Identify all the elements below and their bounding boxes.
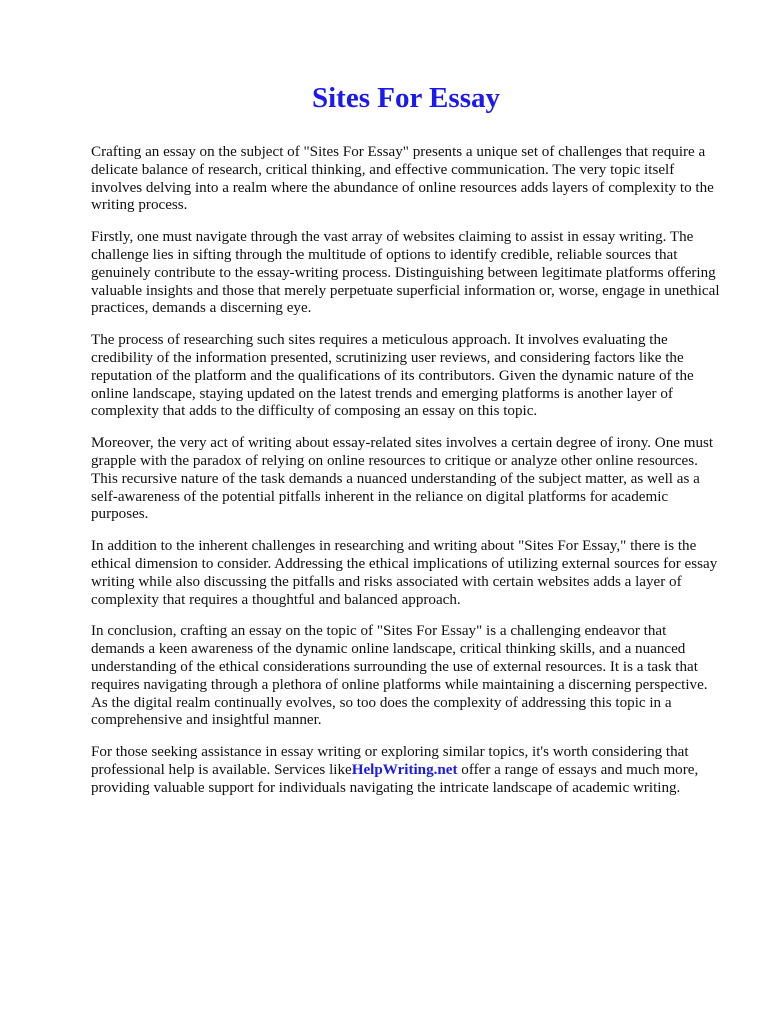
paragraph-3: The process of researching such sites requires a meticulous approach. It involves evaluating the credibility of the information presented, scrutinizing user reviews, and considering factors like the reputation of the platform and the qualifications of its contributors. Given the dynamic nature of the online landscape, staying updated on the latest trends and emerging platforms is another layer of complexity that adds to the difficulty of composing an essay on this topic. <box>91 332 694 420</box>
paragraph-4: Moreover, the very act of writing about essay-related sites involves a certain degree of irony. One must grapple with the paradox of relying on online resources to critique or analyze other online resources. This recursive nature of the task demands a nuanced understanding of the subject matter, as well as a self-awareness of the potential pitfalls inherent in the reliance on digital platforms for academic purposes. <box>91 435 714 523</box>
closing-text-before-link: For those seeking assistance in essay writing or exploring similar topics, it's worth considering that professional help is available. Services like <box>91 744 689 778</box>
closing-paragraph <box>91 744 721 797</box>
document-title: Sites For Essay <box>312 82 500 114</box>
closing-text-after-link: offer a range of essays and much more, providing valuable support for individuals navigating the intricate landscape of academic writing. <box>91 761 699 796</box>
paragraph-5: In addition to the inherent challenges in researching and writing about "Sites For Essay," there is the ethical dimension to consider. Addressing the ethical implications of utilizing external sources for essay writing while also discussing the pitfalls and risks associated with certain websites adds a layer of complexity that requires a thoughtful and balanced approach. <box>91 538 718 608</box>
document-page <box>91 0 721 812</box>
paragraph-6: In conclusion, crafting an essay on the topic of "Sites For Essay" is a challenging endeavor that demands a keen awareness of the dynamic online landscape, critical thinking skills, and a nuanced understanding of the ethical considerations surrounding the use of external resources. It is a task that requires navigating through a plethora of online platforms while maintaining a discerning perspective. As the digital realm continually evolves, so too does the complexity of addressing this topic in a comprehensive and insightful manner. <box>91 623 708 729</box>
document-body <box>91 144 721 798</box>
paragraph-2: Firstly, one must navigate through the vast array of websites claiming to assist in essay writing. The challenge lies in sifting through the multitude of options to identify credible, reliable sources that genuinely contribute to the essay-writing process. Distinguishing between legitimate platforms offering valuable insights and those that merely perpetuate superficial information or, worse, engage in unethical practices, demands a discerning eye. <box>91 229 720 317</box>
helpwriting-link[interactable]: HelpWriting.net <box>351 761 458 778</box>
paragraph-1: Crafting an essay on the subject of "Sites For Essay" presents a unique set of challenges that require a delicate balance of research, critical thinking, and effective communication. The very topic itself involves delving into a realm where the abundance of online resources adds layers of complexity to the writing process. <box>91 144 714 214</box>
